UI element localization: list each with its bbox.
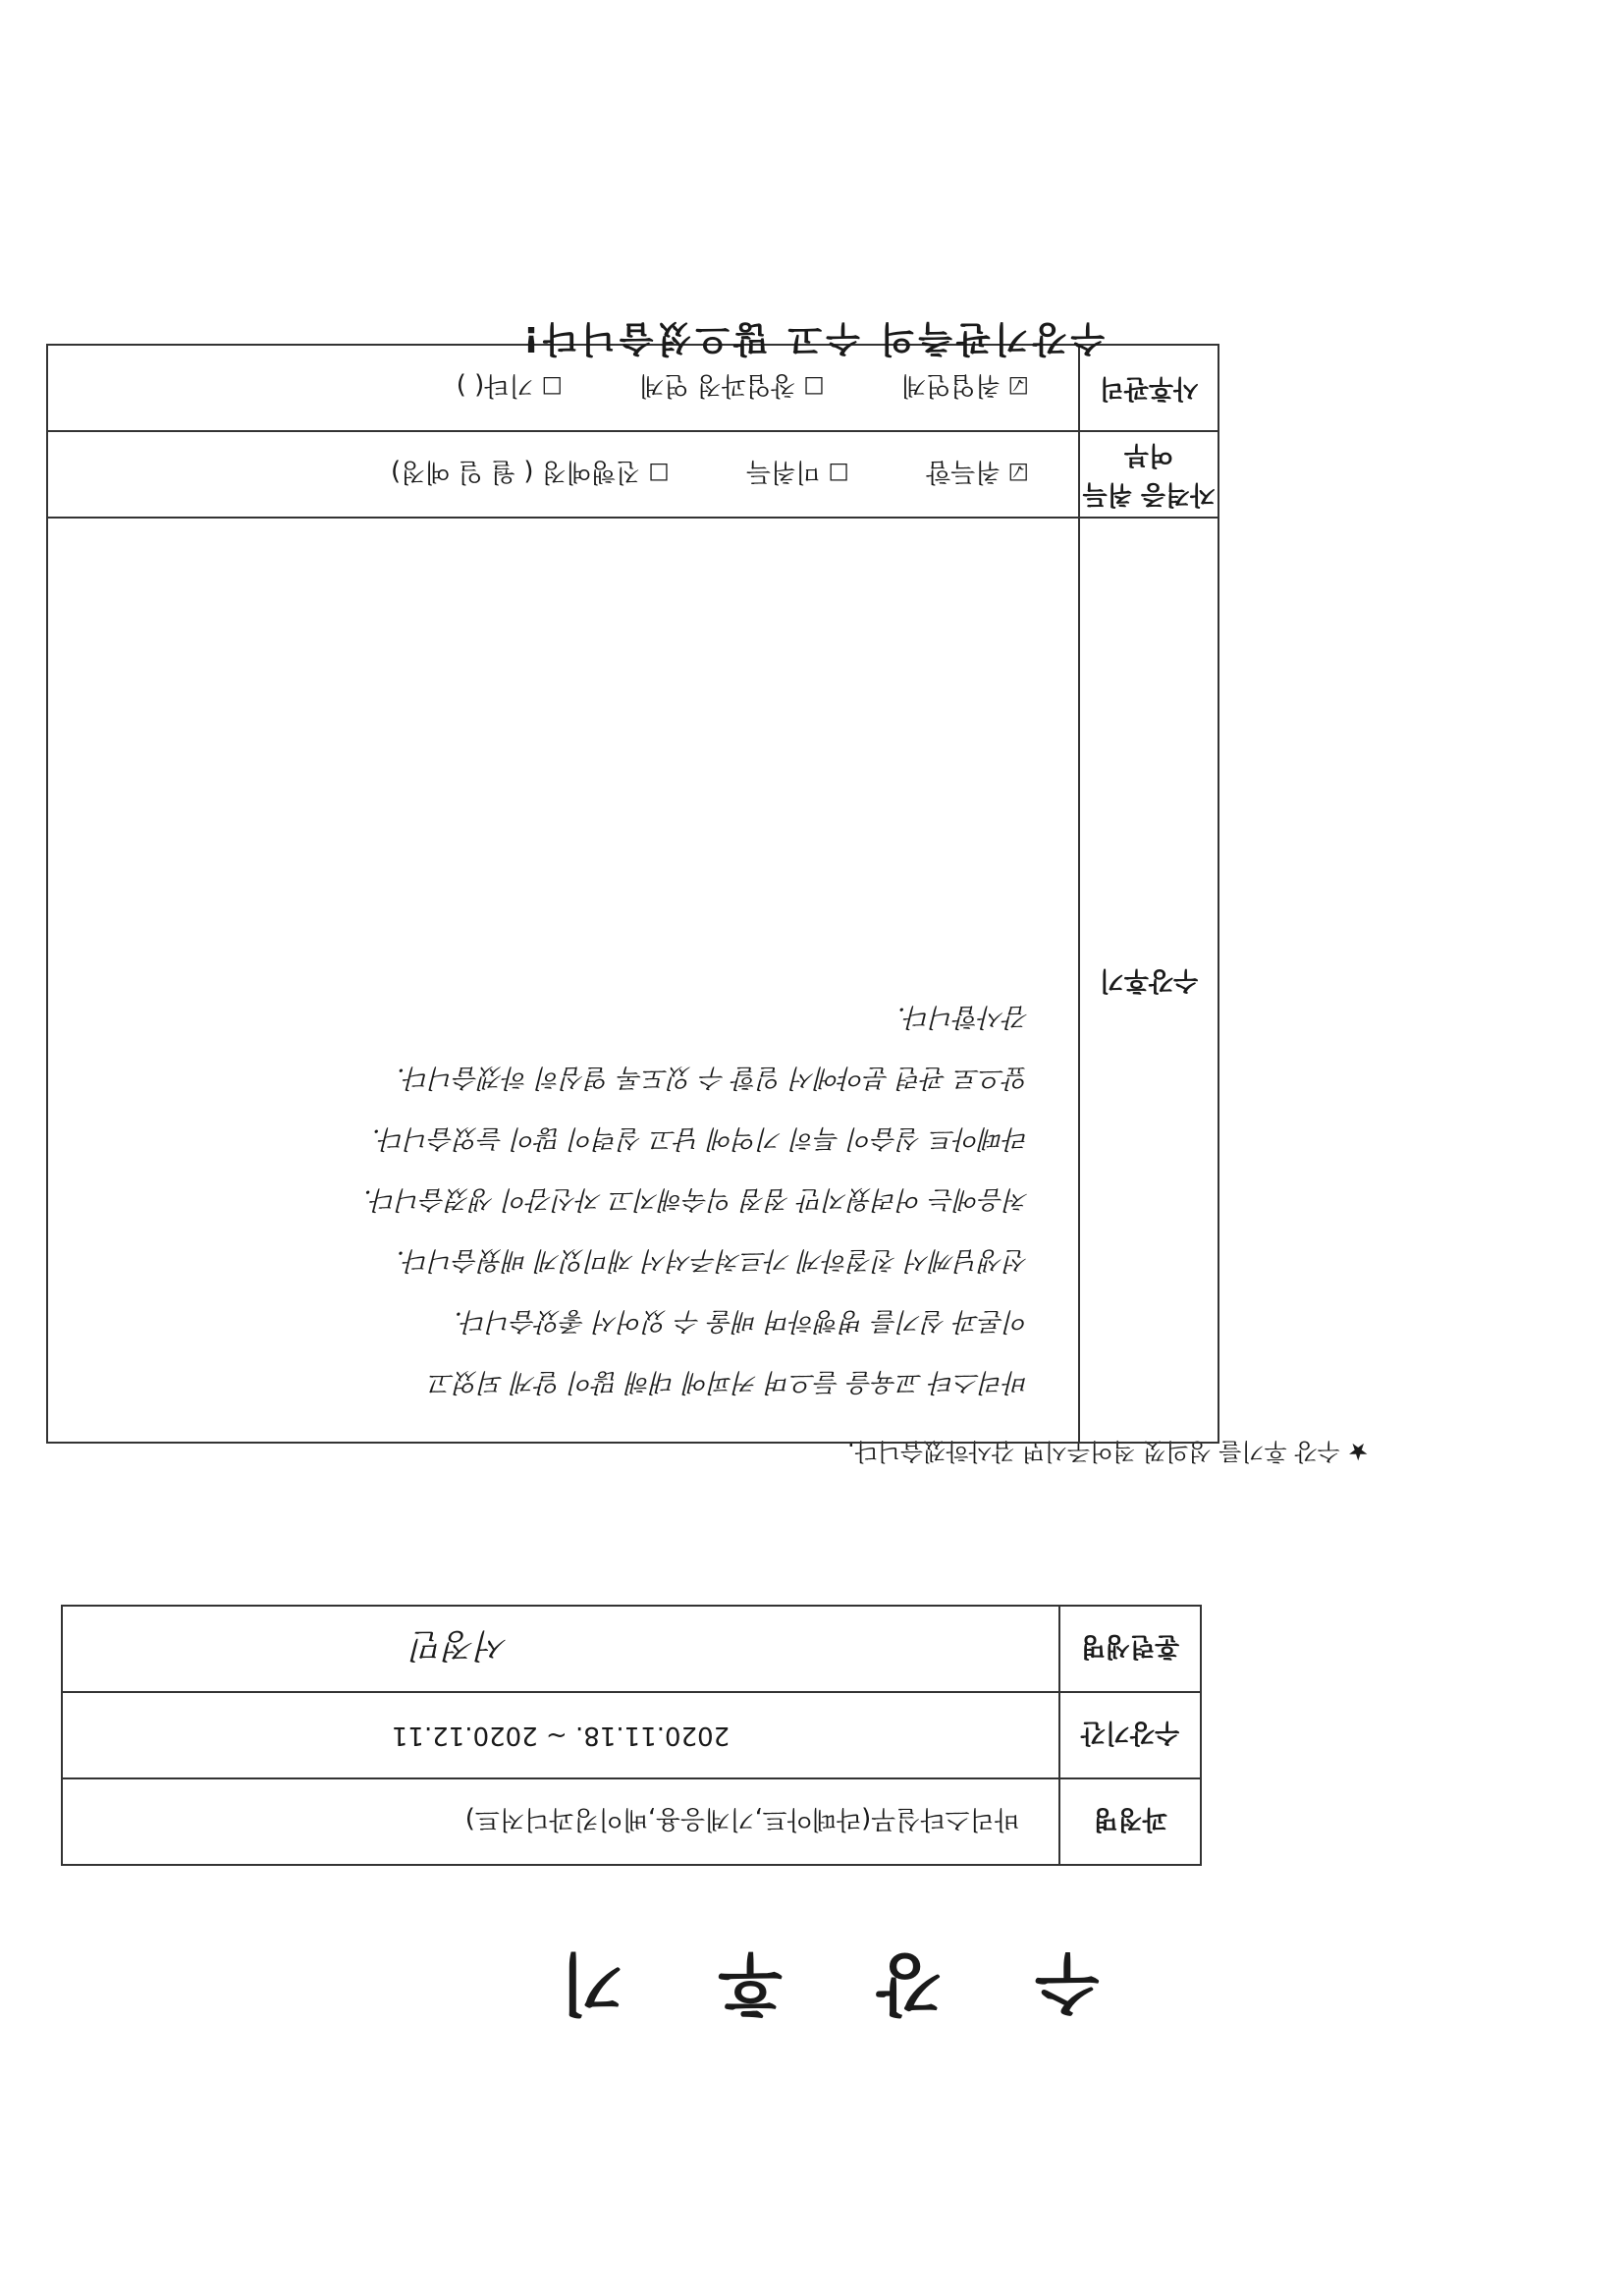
option-other: 기타( ): [456, 370, 534, 401]
trainee-signature: 서정민: [411, 1625, 509, 1666]
table-row: [47, 518, 1218, 1443]
option-startup-link: 창업과정 연계: [639, 370, 796, 401]
period-value: 2020.11.18. ~ 2020.12.11: [62, 1692, 1059, 1778]
checkbox-icon: ☐: [648, 458, 670, 486]
course-info-table: [61, 1605, 1202, 1866]
checked-box-icon: ☑: [1007, 458, 1029, 486]
table-row: [62, 1692, 1201, 1778]
instruction-note: ★ 수강 후기를 성의껏 적어주시면 감사하겠습니다.: [847, 1438, 1369, 1465]
table-row: [62, 1606, 1201, 1692]
page-title: 수 강 후 기: [524, 1943, 1100, 2021]
option-employment-link: 취업연계: [901, 370, 1001, 401]
checked-box-icon: ☑: [1007, 371, 1029, 400]
review-label: 수강후기: [1079, 518, 1218, 1443]
review-table: [46, 344, 1219, 1444]
option-planned: 진행예정 ( 월 일 예정): [390, 457, 641, 487]
review-text: [47, 518, 1079, 1443]
course-name-value: 바리스타실무(라떼아트,기계응용,베이킹과디저트): [62, 1778, 1059, 1865]
option-not-acquired: 미취득: [745, 457, 821, 487]
footer-message: 수강기관측의 수고 많으셨습니다!: [518, 318, 1106, 358]
employment-label: 사후관리: [1079, 345, 1218, 431]
review-line: 감사합니다.: [897, 1002, 1029, 1031]
review-line: 앞으로 관련 분야에서 일할 수 있도록 열심히 하겠습니다.: [397, 1063, 1029, 1092]
review-line: 라떼아트 실습이 특히 기억에 남고 실력이 많이 늘었습니다.: [372, 1123, 1029, 1153]
table-row: [47, 431, 1218, 518]
period-label: 수강기간: [1059, 1692, 1201, 1778]
review-line: 처음에는 어려웠지만 점점 익숙해지고 자신감이 생겼습니다.: [363, 1184, 1029, 1214]
checkbox-icon: ☐: [828, 458, 849, 486]
review-line: 이론과 실기를 병행하며 배울 수 있어서 좋았습니다.: [454, 1306, 1029, 1336]
option-acquired: 취득함: [926, 457, 1001, 487]
table-row: [62, 1778, 1201, 1865]
review-line: 선생님께서 친절하게 가르쳐주셔서 재미있게 배웠습니다.: [396, 1245, 1029, 1275]
checkbox-icon: ☐: [541, 371, 563, 400]
checkbox-icon: ☐: [803, 371, 825, 400]
review-line: 바리스타 교육을 들으며 커피에 대해 많이 알게 되었고: [429, 1367, 1029, 1396]
course-name-label: 과정명: [1059, 1778, 1201, 1865]
acquisition-label: 자격증 취득여부: [1079, 431, 1218, 518]
trainee-label: 훈련생명: [1059, 1606, 1201, 1692]
